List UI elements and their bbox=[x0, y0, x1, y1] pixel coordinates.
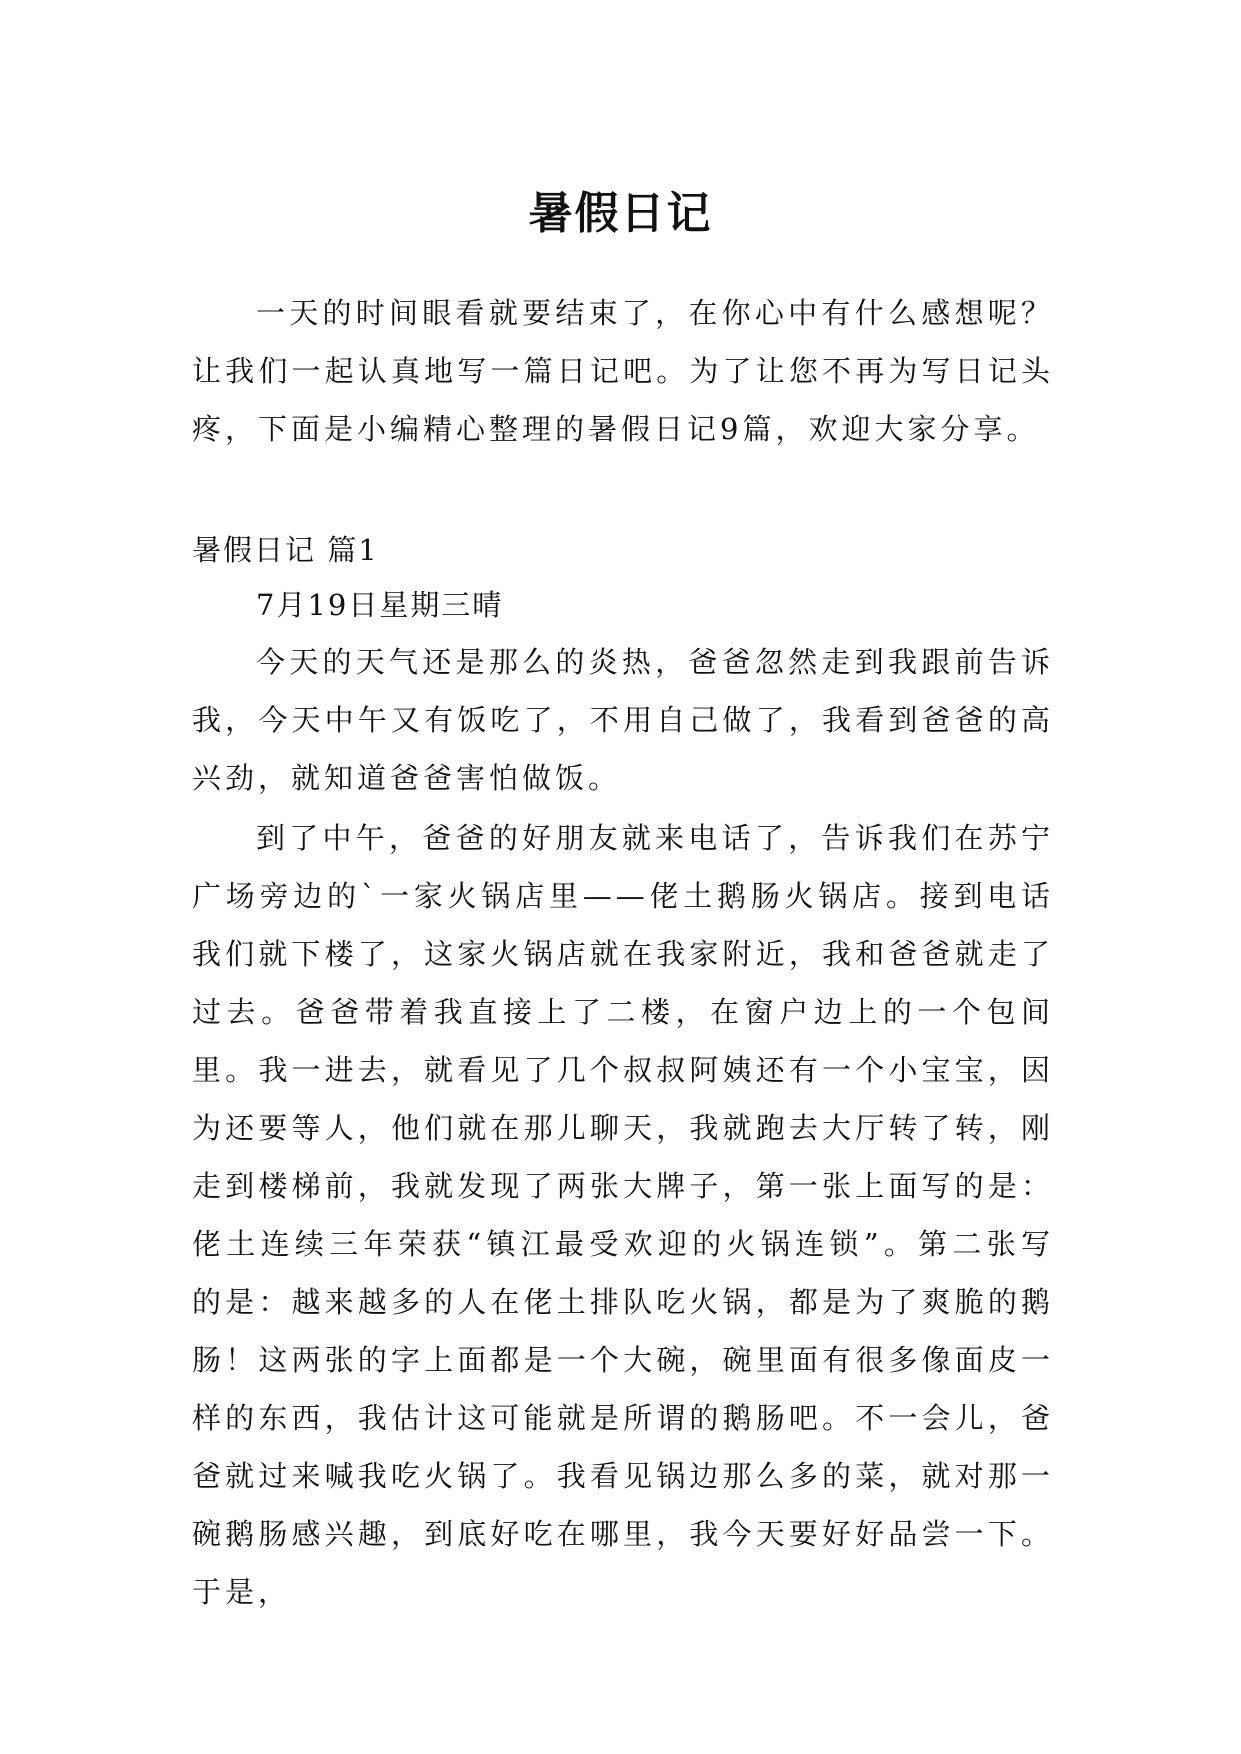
body-paragraph: 今天的天气还是那么的炎热，爸爸忽然走到我跟前告诉我，今天中午又有饭吃了，不用自己做了，我看到爸爸的高兴劲，就知道爸爸害怕做饭。 bbox=[192, 645, 1054, 795]
document-title: 暑假日记 bbox=[528, 188, 713, 240]
intro-paragraph: 一天的时间眼看就要结束了，在你心中有什么感想呢？让我们一起认真地写一篇日记吧。为了让您不再为写日记头疼，下面是小编精心整理的暑假日记9篇，欢迎大家分享。 bbox=[192, 296, 1054, 446]
body-paragraph: 到了中午，爸爸的好朋友就来电话了，告诉我们在苏宁广场旁边的`一家火锅店里——佬土鹅肠火锅店。接到电话我们就下楼了，这家火锅店就在我家附近，我和爸爸就走了过去。爸爸带着我直接上了二楼，在窗户边上的一个包间里。我一进去，就看见了几个叔叔阿姨还有一个小宝宝，因为还要等人，他们就在那儿聊天，我就跑去大厅转了转，刚走到楼梯前，我就发现了两张大牌子，第一张上面写的是：佬土连续三年荣获“镇江最受欢迎的火锅连锁”。第二张写的是：越来越多的人在佬土排队吃火锅，都是为了爽脆的鹅肠！这两张的字上面都是一个大碗，碗里面有很多像面皮一样的东西，我估计这可能就是所谓的鹅肠吧。不一会儿，爸爸就过来喊我吃火锅了。我看见锅边那么多的菜，就对那一碗鹅肠感兴趣，到底好吃在哪里，我今天要好好品尝一下。于是， bbox=[192, 821, 1054, 1609]
section-heading: 暑假日记 篇1 bbox=[192, 533, 379, 567]
diary-date: 7月19日星期三晴 bbox=[256, 588, 504, 622]
